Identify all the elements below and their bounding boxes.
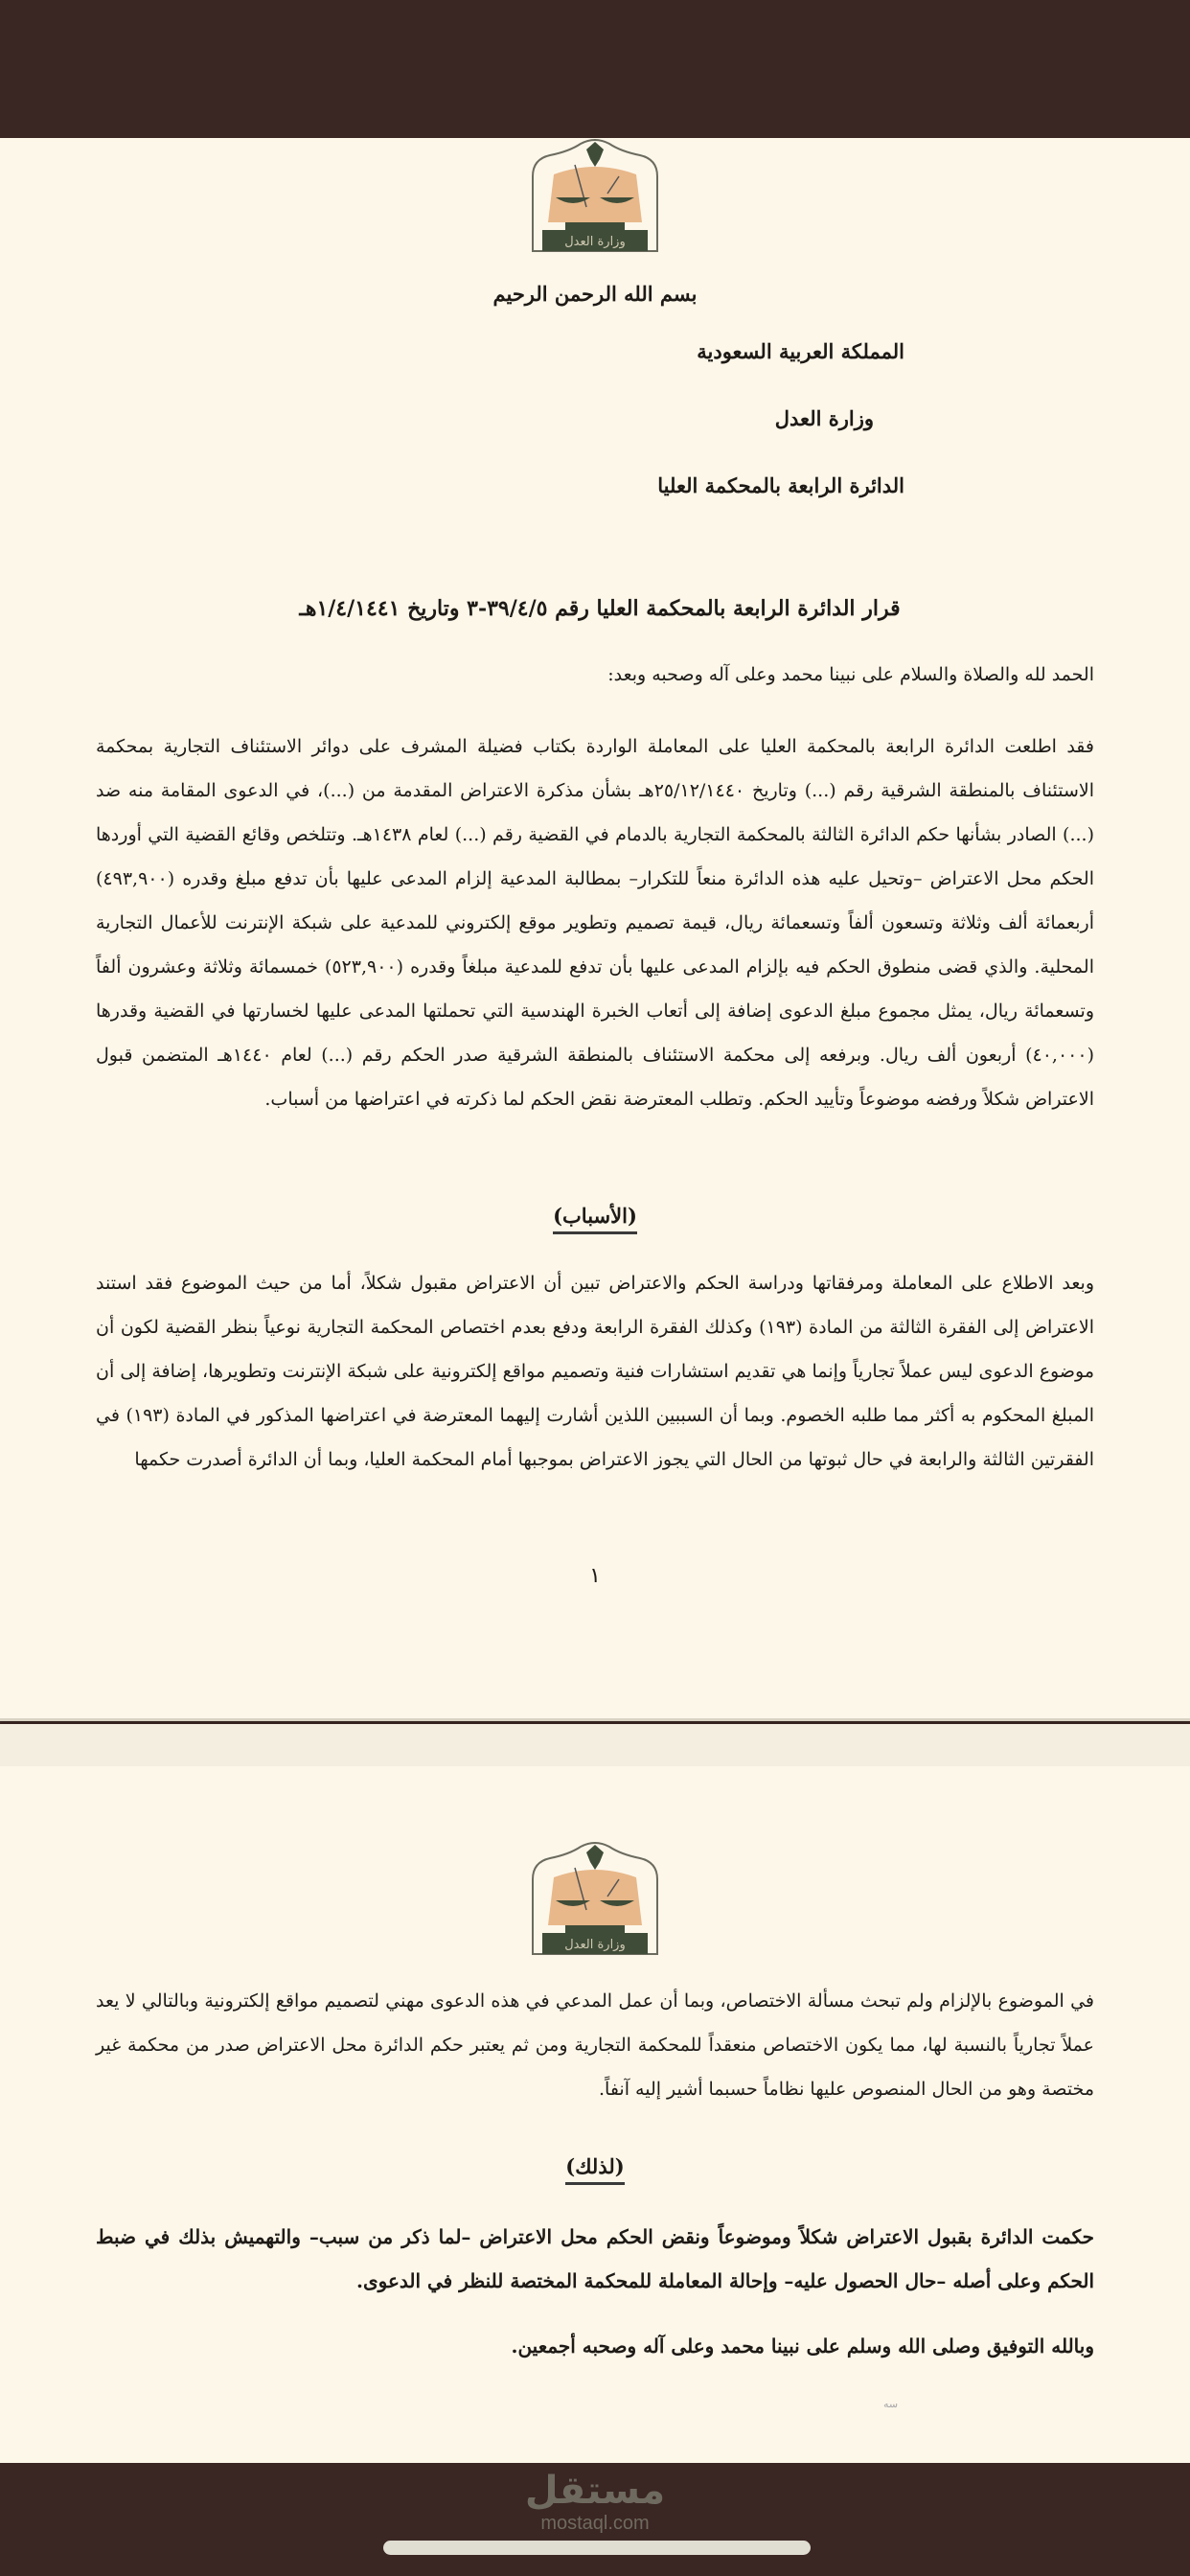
watermark-english: mostaql.com (540, 2513, 650, 2534)
continuation-paragraph: في الموضوع بالإلزام ولم تبحث مسألة الاختصاص، وبما أن عمل المدعي في هذه الدعوى مهني لتصميم مواقع إلكترونية وبالتالي لا يعد عملاً تجارياً بالنسبة لها، مما يكون الاختصاص منعقداً للمحكمة التجارية ومن ثم يعتبر حكم الدائرة محل الاعتراض صدر من محكمة غير مختصة وهو من الحال المنصوص عليها نظاماً حسبما أشير إليه آنفاً. (96, 1990, 1094, 2100)
watermark-arabic: مستقل (524, 2469, 666, 2513)
ministry-of-justice-logo-2 (527, 1841, 663, 1960)
page-separator (0, 1724, 1190, 1766)
therefore-heading-text: (لذلك) (565, 2154, 624, 2185)
footer-mark: سه (883, 2398, 899, 2410)
decision-title: قرار الدائرة الرابعة بالمحكمة العليا رقم ٣٩/٤/٥-٣ وتاريخ ١/٤/١٤٤١هـ (299, 596, 901, 621)
top-status-bar (0, 0, 1190, 138)
mostaql-watermark (0, 2469, 1190, 2534)
home-indicator[interactable] (383, 2541, 811, 2555)
document-page-1 (0, 138, 1190, 1721)
facts-paragraph: فقد اطلعت الدائرة الرابعة بالمحكمة العليا على المعاملة الواردة بكتاب فضيلة المشرف على دوائر الاستئناف التجارية بمحكمة الاستئناف بالمنطقة الشرقية رقم (...) وتاريخ ٢٥/١٢/١٤٤٠هـ بشأن مذكرة الاعتراض المقدمة من (...)، في الدعوى المقامة منه ضد (...) الصادر بشأنها حكم الدائرة الثالثة بالمحكمة التجارية بالدمام في القضية رقم (...) لعام ١٤٣٨هـ. وتتلخص وقائع القضية التي أوردها الحكم محل الاعتراض –وتحيل عليه هذه الدائرة منعاً للتكرار– بمطالبة المدعية إلزام المدعى عليها بأن تدفع مبلغ وقدره (٤٩٣,٩٠٠) أربعمائة ألف وثلاثة وتسعون ألفاً وتسعمائة ريال، قيمة تصميم وتطوير موقع إلكتروني للمدعية على شبكة الإنترنت للأعمال التجارية المحلية. والذي قضى منطوق الحكم فيه بإلزام المدعى عليها بأن تدفع للمدعية مبلغاً وقدره (٥٢٣,٩٠٠) خمسمائة وثلاثة وعشرون ألفاً وتسعمائة ريال، يمثل مجموع مبلغ الدعوى إضافة إلى أتعاب الخبرة الهندسية التي تحملتها المدعى عليها لخسارتها في القضية وقدرها (٤٠,٠٠٠) أربعون ألف ريال. وبرفعه إلى محكمة الاستئناف بالمنطقة الشرقية صدر الحكم رقم (...) لعام ١٤٤٠هـ المتضمن قبول الاعتراض شكلاً ورفضه موضوعاً وتأييد الحكم. وتطلب المعترضة نقض الحكم لما ذكرته في اعتراضها من أسباب. (96, 736, 1094, 1110)
scales-emblem-icon (527, 138, 663, 257)
closing-line: وبالله التوفيق وصلى الله وسلم على نبينا محمد وعلى آله وصحبه أجمعين. (511, 2334, 1094, 2358)
reasons-paragraph: وبعد الاطلاع على المعاملة ومرفقاتها ودراسة الحكم والاعتراض تبين أن الاعتراض مقبول شكلاً، أما من حيث الموضوع فقد استند الاعتراض إلى الفقرة الثالثة من المادة (١٩٣) وكذلك الفقرة الرابعة ودفع بعدم اختصاص المحكمة التجارية نوعياً بنظر القضية لكون أن موضوع الدعوى ليس عملاً تجارياً وإنما هي تقديم استشارات فنية وتصميم مواقع إلكترونية على شبكة الإنترنت وتطويرها، إضافة إلى أن المبلغ المحكوم به أكثر مما طلبه الخصوم. وبما أن السببين اللذين أشارت إليهما المعترضة في اعتراضها المذكور في المادة (١٩٣) في الفقرتين الثالثة والرابعة في حال ثبوتها من الحال التي يجوز الاعتراض بموجبها أمام المحكمة العليا، وبما أن الدائرة أصدرت حكمها (96, 1273, 1094, 1470)
reasons-heading-text: (الأسباب) (553, 1204, 637, 1234)
basmala: بسم الله الرحمن الرحيم (492, 282, 698, 306)
ministry-of-justice-logo (527, 138, 663, 257)
opening-line: الحمد لله والصلاة والسلام على نبينا محمد وعلى آله وصحبه وبعد: (607, 664, 1094, 685)
header-kingdom: المملكة العربية السعودية (697, 339, 904, 363)
therefore-heading (0, 2154, 1190, 2185)
reasons-heading (0, 1204, 1190, 1234)
ruling-paragraph: حكمت الدائرة بقبول الاعتراض شكلاً وموضوعاً ونقض الحكم محل الاعتراض –لما ذكر من سبب– والتهميش بذلك في ضبط الحكم وعلى أصله –حال الحصول عليه– وإحالة المعاملة للمحكمة المختصة للنظر في الدعوى. (96, 2225, 1094, 2292)
header-circuit: الدائرة الرابعة بالمحكمة العليا (657, 473, 904, 497)
document-page-2 (0, 1766, 1190, 2463)
page-number: ١ (589, 1564, 601, 1588)
svg-text:وزارة العدل: وزارة العدل (564, 1938, 626, 1952)
header-ministry: وزارة العدل (774, 406, 874, 430)
svg-text:وزارة العدل: وزارة العدل (564, 235, 626, 249)
scales-emblem-icon (527, 1841, 663, 1960)
